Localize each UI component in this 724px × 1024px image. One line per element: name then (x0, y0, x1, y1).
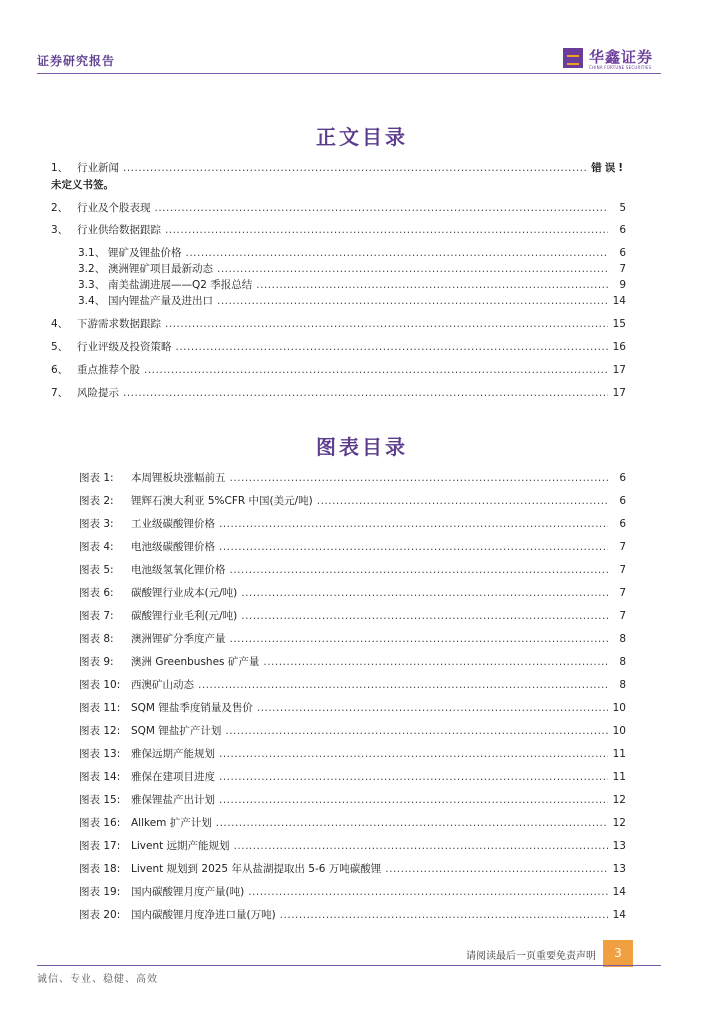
toc-leader-dots (230, 562, 609, 578)
figure-entry[interactable] (79, 700, 626, 716)
toc-entry-number: 6、 (51, 364, 69, 376)
figure-entry-page: 13 (612, 840, 626, 852)
figure-entry-number: 图表 7: (79, 610, 114, 622)
figure-entry-number: 图表 5: (79, 564, 114, 576)
figure-entry-number: 图表 12: (79, 725, 121, 737)
toc-entry[interactable] (51, 316, 626, 332)
figure-entry[interactable] (79, 907, 626, 923)
figure-entry-label: 西澳矿山动态 (131, 679, 194, 691)
toc-entry[interactable] (51, 160, 626, 176)
toc-entry-page: 9 (619, 279, 626, 291)
figure-entry-label: 工业级碳酸锂价格 (131, 518, 215, 530)
toc-leader-dots (248, 884, 608, 900)
toc-leader-dots (256, 277, 608, 293)
figure-entry-number: 图表 3: (79, 518, 114, 530)
toc-leader-dots (219, 792, 608, 808)
figure-entry-page: 11 (612, 748, 626, 760)
toc-entry-number: 3.4、 (78, 295, 106, 307)
toc-leader-dots (241, 608, 608, 624)
figure-entry-number: 图表 6: (79, 587, 114, 599)
toc-leader-dots (123, 385, 608, 401)
figure-entry-label: 碳酸锂行业毛利(元/吨) (131, 610, 238, 622)
figure-entry-number: 图表 15: (79, 794, 121, 806)
toc-entry-label: 行业评级及投资策略 (77, 341, 172, 353)
figure-entry-number: 图表 19: (79, 886, 121, 898)
toc-leader-dots (317, 493, 608, 509)
toc-entry-label: 行业供给数据跟踪 (77, 224, 161, 236)
figure-entry-label: 电池级碳酸锂价格 (131, 541, 215, 553)
figure-entry[interactable] (79, 677, 626, 693)
toc-leader-dots (225, 723, 608, 739)
footer-divider (37, 965, 661, 966)
report-type-label: 证券研究报告 (37, 54, 116, 68)
toc-entry-page: 错误! (591, 162, 626, 174)
figure-entry-page: 8 (619, 679, 626, 691)
figure-entry[interactable] (79, 884, 626, 900)
toc-entry[interactable] (51, 222, 626, 238)
toc-leader-dots (123, 160, 587, 176)
toc-leader-dots (385, 861, 608, 877)
figure-entry[interactable] (79, 516, 626, 532)
figure-entry[interactable] (79, 562, 626, 578)
figure-entry-number: 图表 4: (79, 541, 114, 553)
figure-entry-page: 10 (612, 725, 626, 737)
figure-entry[interactable] (79, 539, 626, 555)
toc-entry[interactable] (51, 200, 626, 216)
logo-english-name: CHINA FORTUNE SECURITIES (589, 65, 652, 70)
figure-entry-page: 12 (612, 817, 626, 829)
figure-entry[interactable] (79, 861, 626, 877)
figure-entry-label: 电池级氢氧化锂价格 (131, 564, 226, 576)
toc-entry-number: 3.2、 (78, 263, 106, 275)
figure-entry-number: 图表 13: (79, 748, 121, 760)
figures-title: 图表目录 (316, 435, 408, 459)
figure-entry[interactable] (79, 746, 626, 762)
toc-leader-dots (165, 222, 608, 238)
toc-entry-label: 锂矿及锂盐价格 (108, 247, 182, 259)
toc-leader-dots (257, 700, 608, 716)
toc-entry-label: 南美盐湖进展——Q2 季报总结 (108, 279, 253, 291)
figure-entry-number: 图表 17: (79, 840, 121, 852)
toc-entry-label: 行业新闻 (77, 162, 119, 174)
figure-entry-label: Allkem 扩产计划 (131, 817, 212, 829)
toc-title: 正文目录 (316, 125, 408, 149)
figure-entry[interactable] (79, 585, 626, 601)
figure-entry-page: 6 (619, 495, 626, 507)
toc-leader-dots (216, 815, 608, 831)
figure-entry[interactable] (79, 792, 626, 808)
figure-entry-page: 14 (612, 909, 626, 921)
toc-entry-label: 国内锂盐产量及进出口 (108, 295, 213, 307)
toc-entry-label: 重点推荐个股 (77, 364, 140, 376)
disclaimer-notice: 请阅读最后一页重要免责声明 (466, 951, 596, 962)
toc-entry-number: 1、 (51, 162, 69, 174)
figure-entry[interactable] (79, 631, 626, 647)
toc-leader-dots (219, 769, 608, 785)
figure-entry-label: 碳酸锂行业成本(元/吨) (131, 587, 238, 599)
toc-entry-number: 4、 (51, 318, 69, 330)
figure-entry-label: 本周锂板块涨幅前五 (131, 472, 226, 484)
figure-entry-page: 7 (619, 564, 626, 576)
toc-leader-dots (176, 339, 609, 355)
logo-mark-icon (563, 48, 583, 68)
figure-entry-page: 13 (612, 863, 626, 875)
toc-entry-page: 15 (612, 318, 626, 330)
toc-entry-page: 6 (619, 224, 626, 236)
toc-subentry[interactable] (78, 293, 626, 309)
figure-entry[interactable] (79, 769, 626, 785)
toc-entry-continuation: 未定义书签。 (51, 179, 114, 191)
toc-subentry[interactable] (78, 245, 626, 261)
toc-entry-page: 17 (612, 387, 626, 399)
figure-entry-page: 10 (612, 702, 626, 714)
toc-leader-dots (219, 516, 608, 532)
toc-subentry[interactable] (78, 261, 626, 277)
figure-entry-label: 雅保锂盐产出计划 (131, 794, 215, 806)
toc-leader-dots (198, 677, 608, 693)
company-logo (563, 46, 663, 72)
toc-leader-dots (230, 470, 609, 486)
header-divider (37, 73, 661, 74)
figure-entry-label: 锂辉石澳大利亚 5%CFR 中国(美元/吨) (131, 495, 313, 507)
toc-entry-label: 行业及个股表现 (77, 202, 151, 214)
figure-entry-page: 11 (612, 771, 626, 783)
toc-leader-dots (280, 907, 608, 923)
toc-leader-dots (155, 200, 609, 216)
figure-entry-number: 图表 20: (79, 909, 121, 921)
toc-leader-dots (144, 362, 608, 378)
toc-subentry[interactable] (78, 277, 626, 293)
company-motto: 诚信、专业、稳健、高效 (37, 974, 158, 985)
toc-entry-number: 3、 (51, 224, 69, 236)
figure-entry[interactable] (79, 838, 626, 854)
figure-entry[interactable] (79, 493, 626, 509)
figure-entry-page: 7 (619, 587, 626, 599)
figure-entry-page: 7 (619, 541, 626, 553)
figure-entry[interactable] (79, 654, 626, 670)
toc-entry-page: 14 (612, 295, 626, 307)
toc-leader-dots (241, 585, 608, 601)
figure-entry-label: 雅保远期产能规划 (131, 748, 215, 760)
figure-entry-label: Livent 规划到 2025 年从盐湖提取出 5-6 万吨碳酸锂 (131, 863, 382, 875)
figure-entry-page: 12 (612, 794, 626, 806)
toc-entry-page: 7 (619, 263, 626, 275)
figure-entry-number: 图表 16: (79, 817, 121, 829)
toc-entry-label: 下游需求数据跟踪 (77, 318, 161, 330)
toc-entry-page: 17 (612, 364, 626, 376)
figure-entry-label: 澳洲锂矿分季度产量 (131, 633, 226, 645)
toc-entry-number: 3.1、 (78, 247, 106, 259)
figure-entry-label: 国内碳酸锂月度净进口量(万吨) (131, 909, 276, 921)
figure-entry-number: 图表 10: (79, 679, 121, 691)
page-number: 3 (603, 940, 633, 967)
figure-entry[interactable] (79, 815, 626, 831)
toc-leader-dots (219, 746, 608, 762)
toc-leader-dots (217, 293, 608, 309)
toc-leader-dots (186, 245, 609, 261)
logo-chinese-name: 华鑫证券 (589, 48, 654, 66)
figure-entry-label: SQM 锂盐扩产计划 (131, 725, 222, 737)
toc-entry-number: 3.3、 (78, 279, 106, 291)
figure-entry-page: 8 (619, 656, 626, 668)
figure-entry-number: 图表 2: (79, 495, 114, 507)
figure-entry-page: 14 (612, 886, 626, 898)
figure-entry-label: SQM 锂盐季度销量及售价 (131, 702, 253, 714)
toc-entry-number: 2、 (51, 202, 69, 214)
toc-entry-page: 5 (619, 202, 626, 214)
figure-entry-label: 澳洲 Greenbushes 矿产量 (131, 656, 260, 668)
toc-leader-dots (219, 539, 608, 555)
toc-entry-label: 澳洲锂矿项目最新动态 (108, 263, 213, 275)
figure-entry-page: 6 (619, 518, 626, 530)
toc-entry-page: 16 (612, 341, 626, 353)
figure-entry-number: 图表 8: (79, 633, 114, 645)
figure-entry[interactable] (79, 470, 626, 486)
toc-leader-dots (234, 838, 608, 854)
figure-entry-label: Livent 远期产能规划 (131, 840, 230, 852)
toc-entry-number: 5、 (51, 341, 69, 353)
toc-leader-dots (263, 654, 608, 670)
figure-entry-number: 图表 1: (79, 472, 114, 484)
toc-leader-dots (230, 631, 609, 647)
toc-leader-dots (217, 261, 608, 277)
figure-entry-number: 图表 9: (79, 656, 114, 668)
figure-entry-label: 雅保在建项目进度 (131, 771, 215, 783)
figure-entry-page: 8 (619, 633, 626, 645)
toc-entry[interactable] (51, 385, 626, 401)
figure-entry-number: 图表 11: (79, 702, 121, 714)
figure-entry-page: 6 (619, 472, 626, 484)
figure-entry[interactable] (79, 723, 626, 739)
toc-entry-number: 7、 (51, 387, 69, 399)
figure-entry[interactable] (79, 608, 626, 624)
figure-entry-number: 图表 18: (79, 863, 121, 875)
toc-leader-dots (165, 316, 608, 332)
toc-entry[interactable] (51, 362, 626, 378)
toc-entry[interactable] (51, 339, 626, 355)
figure-entry-number: 图表 14: (79, 771, 121, 783)
figure-entry-label: 国内碳酸锂月度产量(吨) (131, 886, 245, 898)
toc-entry-page: 6 (619, 247, 626, 259)
figure-entry-page: 7 (619, 610, 626, 622)
toc-entry-label: 风险提示 (77, 387, 119, 399)
